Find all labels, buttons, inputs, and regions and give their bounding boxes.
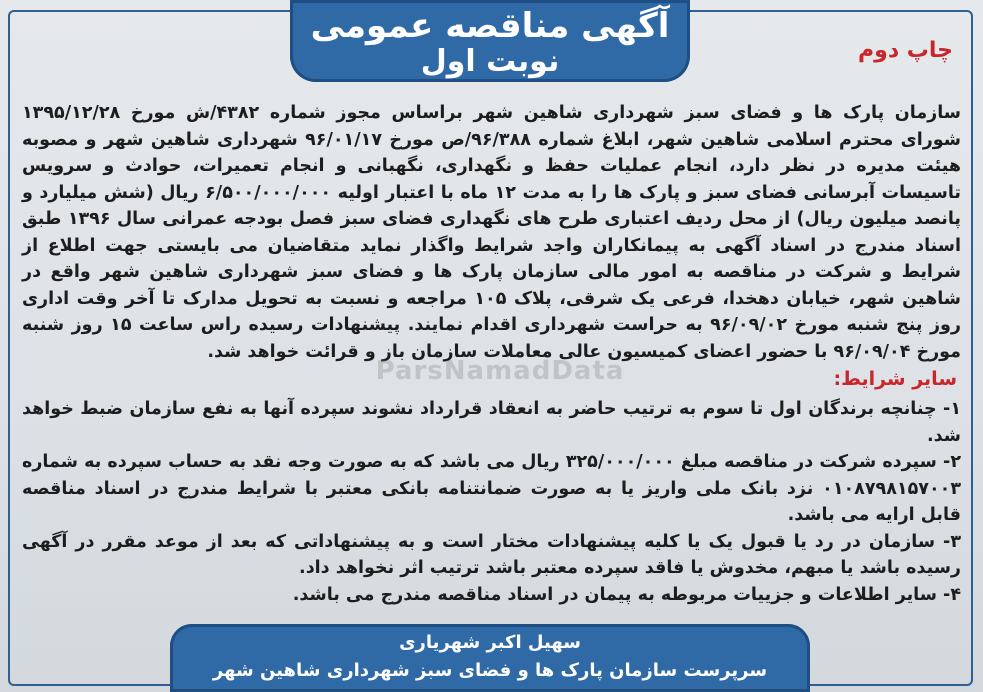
watermark: ParsNamadData <box>375 356 625 386</box>
ad-title: آگهی مناقصه عمومی <box>310 6 670 46</box>
ad-subtitle: نوبت اول <box>420 44 560 79</box>
condition-item: ۴- سایر اطلاعات و جزییات مربوطه به پیمان در اسناد مناقصه مندرج می باشد. <box>292 584 961 605</box>
condition-item: ۳- سازمان در رد یا قبول یک یا کلیه پیشنهادات مختار است و به پیشنهاداتی که بعد از موعد مقرر در آگهی رسیده باشد یا مبهم، مخدوش یا فاقد سپرده معتبر باشد ترتیب اثر نخواهد داد. <box>22 531 961 578</box>
title-banner <box>290 0 690 82</box>
signatory-name: سهیل اکبر شهریاری <box>399 632 581 653</box>
condition-item: ۱- چنانچه برندگان اول تا سوم به ترتیب حاضر به انعقاد قرارداد نشوند سپرده آنها به نفع سازمان ضبط خواهد شد. <box>22 399 961 446</box>
main-paragraph <box>22 100 961 365</box>
conditions-title: سایر شرایط: <box>833 368 957 390</box>
condition-item: ۲- سپرده شرکت در مناقصه مبلغ ۳۲۵/۰۰۰/۰۰۰ ریال می باشد که به صورت وجه نقد به حساب سپرده به شماره ۰۱۰۸۷۹۸۱۵۷۰۰۳ نزد بانک ملی واریز یا به صورت ضمانتنامه بانکی معتبر با شرایط مندرج در اسناد مناقصه قابل ارایه می باشد. <box>22 452 961 525</box>
conditions-list <box>22 396 961 608</box>
signatory-title: سرپرست سازمان پارک ها و فضای سبز شهرداری شاهین شهر <box>212 660 768 681</box>
edition-label: چاپ دوم <box>858 38 953 63</box>
paragraph-text: سازمان پارک ها و فضای سبز شهرداری شاهین شهر براساس مجوز شماره ۴۳۸۲/ش مورخ ۱۳۹۵/۱۲/۲۸ شورای محترم اسلامی شاهین شهر، ابلاغ شماره ۹۶/۳۸۸/ص مورخ ۹۶/۰۱/۱۷ شهرداری شاهین شهر و مصوبه هیئت مدیره در نظر دارد، انجام عملیات حفظ و نگهداری، نگهبانی و انجام تعمیرات، حوادث و سرویس تاسیسات آبرسانی فضای سبز و پارک ها را به مدت ۱۲ ماه با اعتبار اولیه ۶/۵۰۰/۰۰۰/۰۰۰ ریال (شش میلیارد و پانصد میلیون ریال) از محل ردیف اعتباری طرح های نگهداری فضای سبز فصل بودجه عمرانی سال ۱۳۹۶ طبق اسناد مندرج در اسناد آگهی به پیمانکاران واجد شرایط واگذار نماید متقاضیان می بایستی جهت اطلاع از شرایط و شرکت در مناقصه به امور مالی سازمان پارک ها و فضای سبز شهرداری شاهین شهر واقع در شاهین شهر، خیابان دهخدا، فرعی یک شرقی، پلاک ۱۰۵ مراجعه و نسبت به تحویل مدارک تا آخر وقت اداری روز پنج شنبه مورخ ۹۶/۰۹/۰۲ به حراست شهرداری اقدام نمایند. پیشنهادات رسیده راس ساعت ۱۵ روز شنبه مورخ ۹۶/۰۹/۰۴ با حضور اعضای کمیسیون عالی معاملات سازمان باز و قرائت خواهد شد. <box>22 103 962 362</box>
signature-box <box>170 624 810 692</box>
